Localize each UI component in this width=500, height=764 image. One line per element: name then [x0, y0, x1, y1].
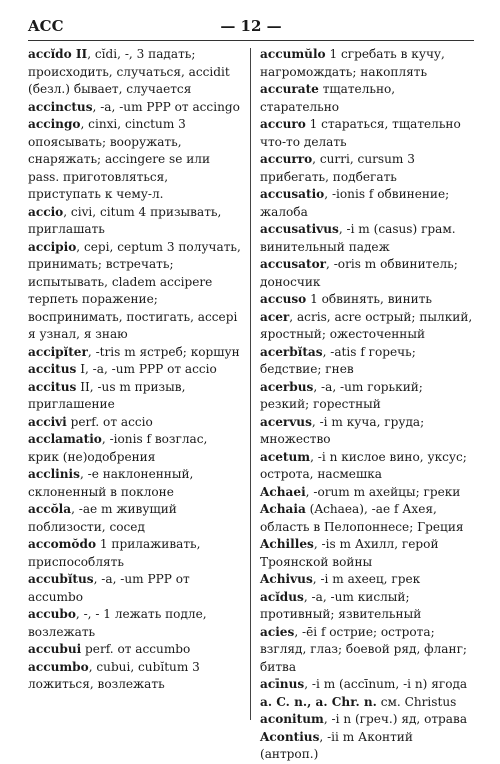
dictionary-entry [260, 291, 474, 309]
dictionary-entry [260, 46, 474, 81]
dictionary-entry [260, 711, 474, 729]
entry-definition: II, -us m призыв, приглашение [28, 379, 186, 411]
right-column [260, 46, 474, 764]
dictionary-entry [28, 431, 242, 466]
entry-definition: , curri, cursum 3 прибегать, подбегать [260, 152, 415, 184]
entry-headword: Achaei [260, 484, 306, 499]
dictionary-entry [260, 589, 474, 624]
dictionary-entry [260, 256, 474, 291]
entry-definition: 1 стараться, тщательно что-то делать [260, 117, 461, 149]
entry-headword: accomŏdo [28, 537, 97, 551]
entry-headword: a. C. n., a. Chr. n. [260, 694, 377, 709]
entry-definition: , -ionis f обвинение; жалоба [260, 187, 450, 219]
entry-definition: , -i m ахеец, грек [312, 572, 421, 586]
dictionary-entry [260, 624, 474, 677]
page-header [28, 14, 474, 41]
dictionary-entry [260, 694, 474, 712]
dictionary-entry [28, 501, 242, 536]
entry-headword: accitus [28, 379, 77, 394]
entry-headword: accubo [28, 607, 76, 621]
entry-headword: accusativus [260, 222, 339, 236]
entry-headword: accivi [28, 414, 67, 429]
dictionary-entry [28, 641, 242, 659]
entry-headword: acervus [260, 414, 312, 429]
entry-definition: , -i n кислое вино, уксус; острота, насмешка [260, 449, 467, 481]
entry-definition: , -atis f горечь; бедствие; гнев [260, 344, 416, 376]
entry-definition: , -ionis f возглас, крик (не)одобрения [28, 432, 208, 464]
dictionary-entry [28, 536, 242, 571]
entry-headword: accipio [28, 239, 77, 254]
entry-definition: , -e наклоненный, склоненный в поклоне [28, 467, 194, 499]
dictionary-entry [260, 536, 474, 571]
entry-headword: accio [28, 204, 64, 219]
entry-definition: 1 обвинять, винить [306, 292, 432, 306]
entry-definition: , -i m куча, груда; множество [260, 414, 425, 446]
dictionary-entry [28, 659, 242, 694]
entry-headword: accuso [260, 292, 307, 306]
entry-definition: , acris, acre острый; пылкий, яростный; ожесточенный [260, 309, 473, 341]
dictionary-entry [28, 379, 242, 414]
entry-definition: , -a, -um PPP от accumbo [28, 572, 190, 604]
entry-headword: accuro [260, 117, 306, 131]
entry-headword: accusatio [260, 187, 325, 201]
entry-definition: , -oris m обвинитель; доносчик [260, 257, 458, 289]
columns [28, 46, 474, 761]
entry-headword: acĭdus [260, 589, 304, 604]
entry-headword: accubui [28, 642, 82, 656]
entry-headword: accurro [260, 152, 313, 166]
dictionary-entry [260, 116, 474, 151]
entry-headword: acetum [260, 449, 311, 464]
entry-headword: accitus [28, 362, 77, 376]
entry-definition: , -is m Ахилл, герой Троянской войны [260, 537, 439, 569]
entry-headword: acclamatio [28, 432, 102, 446]
entry-definition: , cinxi, cinctum 3 опоясывать; вооружать, снаряжать; accingere se или pass. приготовляться, приступать к чему-л. [28, 117, 211, 201]
entry-definition: , -orum m ахейцы; греки [305, 484, 461, 499]
entry-headword: accubĭtus [28, 572, 94, 586]
entry-headword: acer [260, 309, 290, 324]
dictionary-entry [260, 309, 474, 344]
dictionary-entry [28, 46, 242, 99]
dictionary-entry [260, 81, 474, 116]
entry-headword: acerbus [260, 379, 314, 394]
entry-headword: accipĭter [28, 344, 88, 359]
entry-definition: , -ēi f острие; острота; взгляд, глаз; боевой ряд, фланг; битва [260, 624, 467, 674]
entry-definition: , cubui, cubĭtum 3 ложиться, возлежать [28, 659, 200, 691]
entry-definition: , -tris m ястреб; коршун [87, 344, 240, 359]
dictionary-entry [260, 501, 474, 536]
dictionary-entry [28, 204, 242, 239]
entry-definition: , -, - 1 лежать подле, возлежать [28, 607, 207, 639]
entry-definition: , cĭdi, -, 3 падать; происходить, случаться, accidit (безл.) бывает, случается [28, 47, 230, 96]
dictionary-entry [28, 116, 242, 204]
dictionary-entry [260, 484, 474, 502]
entry-headword: accumbo [28, 659, 89, 674]
entry-definition: perf. от accio [66, 414, 153, 429]
entry-headword: accŏla [28, 502, 72, 516]
entry-headword: accinctus [28, 99, 93, 114]
dictionary-entry [28, 571, 242, 606]
entry-definition: , -i m (casus) грам. винительный падеж [260, 222, 456, 254]
entry-headword: accusator [260, 257, 327, 271]
entry-definition: , -a, -um PPP от accingo [92, 99, 240, 114]
entry-definition: , cepi, ceptum 3 получать, принимать; встречать; испытывать, cladem accipere терпеть поражение; воспринимать, постигать, accepi я узнал, я знаю [28, 239, 241, 341]
entry-headword: accingo [28, 117, 81, 131]
entry-headword: acies [260, 624, 295, 639]
dictionary-entry [28, 606, 242, 641]
dictionary-entry [260, 344, 474, 379]
dictionary-entry [260, 151, 474, 186]
entry-definition: , -i m (accīnum, -i n) ягода [304, 677, 468, 691]
entry-definition: см. Christus [376, 694, 457, 709]
entry-definition: 1 прилаживать, приспособлять [28, 537, 201, 569]
entry-headword: Acontius [260, 729, 320, 744]
entry-definition: , civi, citum 4 призывать, приглашать [28, 204, 222, 236]
entry-headword: Achilles [260, 537, 314, 551]
dictionary-entry [28, 466, 242, 501]
entry-headword: accĭdo II [28, 47, 88, 61]
dictionary-page [28, 14, 474, 761]
entry-definition: , -ae m живущий поблизости, сосед [28, 502, 177, 534]
dictionary-entry [28, 344, 242, 362]
entry-headword: acīnus [260, 677, 305, 691]
dictionary-entry [260, 379, 474, 414]
entry-headword: Achivus [260, 572, 313, 586]
entry-definition: , -ii m Аконтий (антроп.) [260, 729, 413, 761]
entry-definition: , -a, -um кислый; противный; язвительный [260, 589, 422, 621]
entry-headword: acerbĭtas [260, 344, 323, 359]
dictionary-entry [260, 449, 474, 484]
entry-headword: accurate [260, 82, 319, 96]
left-column [28, 46, 242, 694]
dictionary-entry [28, 239, 242, 344]
dictionary-entry [260, 571, 474, 589]
page-number: — 12 — [220, 17, 282, 35]
dictionary-entry [28, 414, 242, 432]
dictionary-entry [28, 361, 242, 379]
entry-definition: , -a, -um горький; резкий; горестный [260, 379, 423, 411]
dictionary-entry [260, 186, 474, 221]
entry-headword: Achaia [260, 502, 306, 516]
dictionary-entry [260, 221, 474, 256]
guide-word: ACC [28, 17, 64, 35]
entry-definition: perf. от accumbo [81, 642, 191, 656]
column-divider [250, 48, 251, 720]
dictionary-entry [260, 414, 474, 449]
entry-definition: , -i n (греч.) яд, отрава [323, 712, 468, 726]
dictionary-entry [260, 729, 474, 764]
entry-definition: тщательно, старательно [260, 82, 396, 114]
entry-definition: I, -a, -um PPP от accio [76, 362, 217, 376]
dictionary-entry [260, 676, 474, 694]
entry-definition: (Achaea), -ae f Ахея, область в Пелопоннесе; Греция [260, 502, 464, 534]
entry-definition: 1 сгребать в кучу, нагромождать; накоплять [260, 47, 445, 79]
entry-headword: accumŭlo [260, 47, 326, 61]
dictionary-entry [28, 99, 242, 117]
entry-headword: acclinis [28, 467, 80, 481]
entry-headword: aconitum [260, 712, 324, 726]
